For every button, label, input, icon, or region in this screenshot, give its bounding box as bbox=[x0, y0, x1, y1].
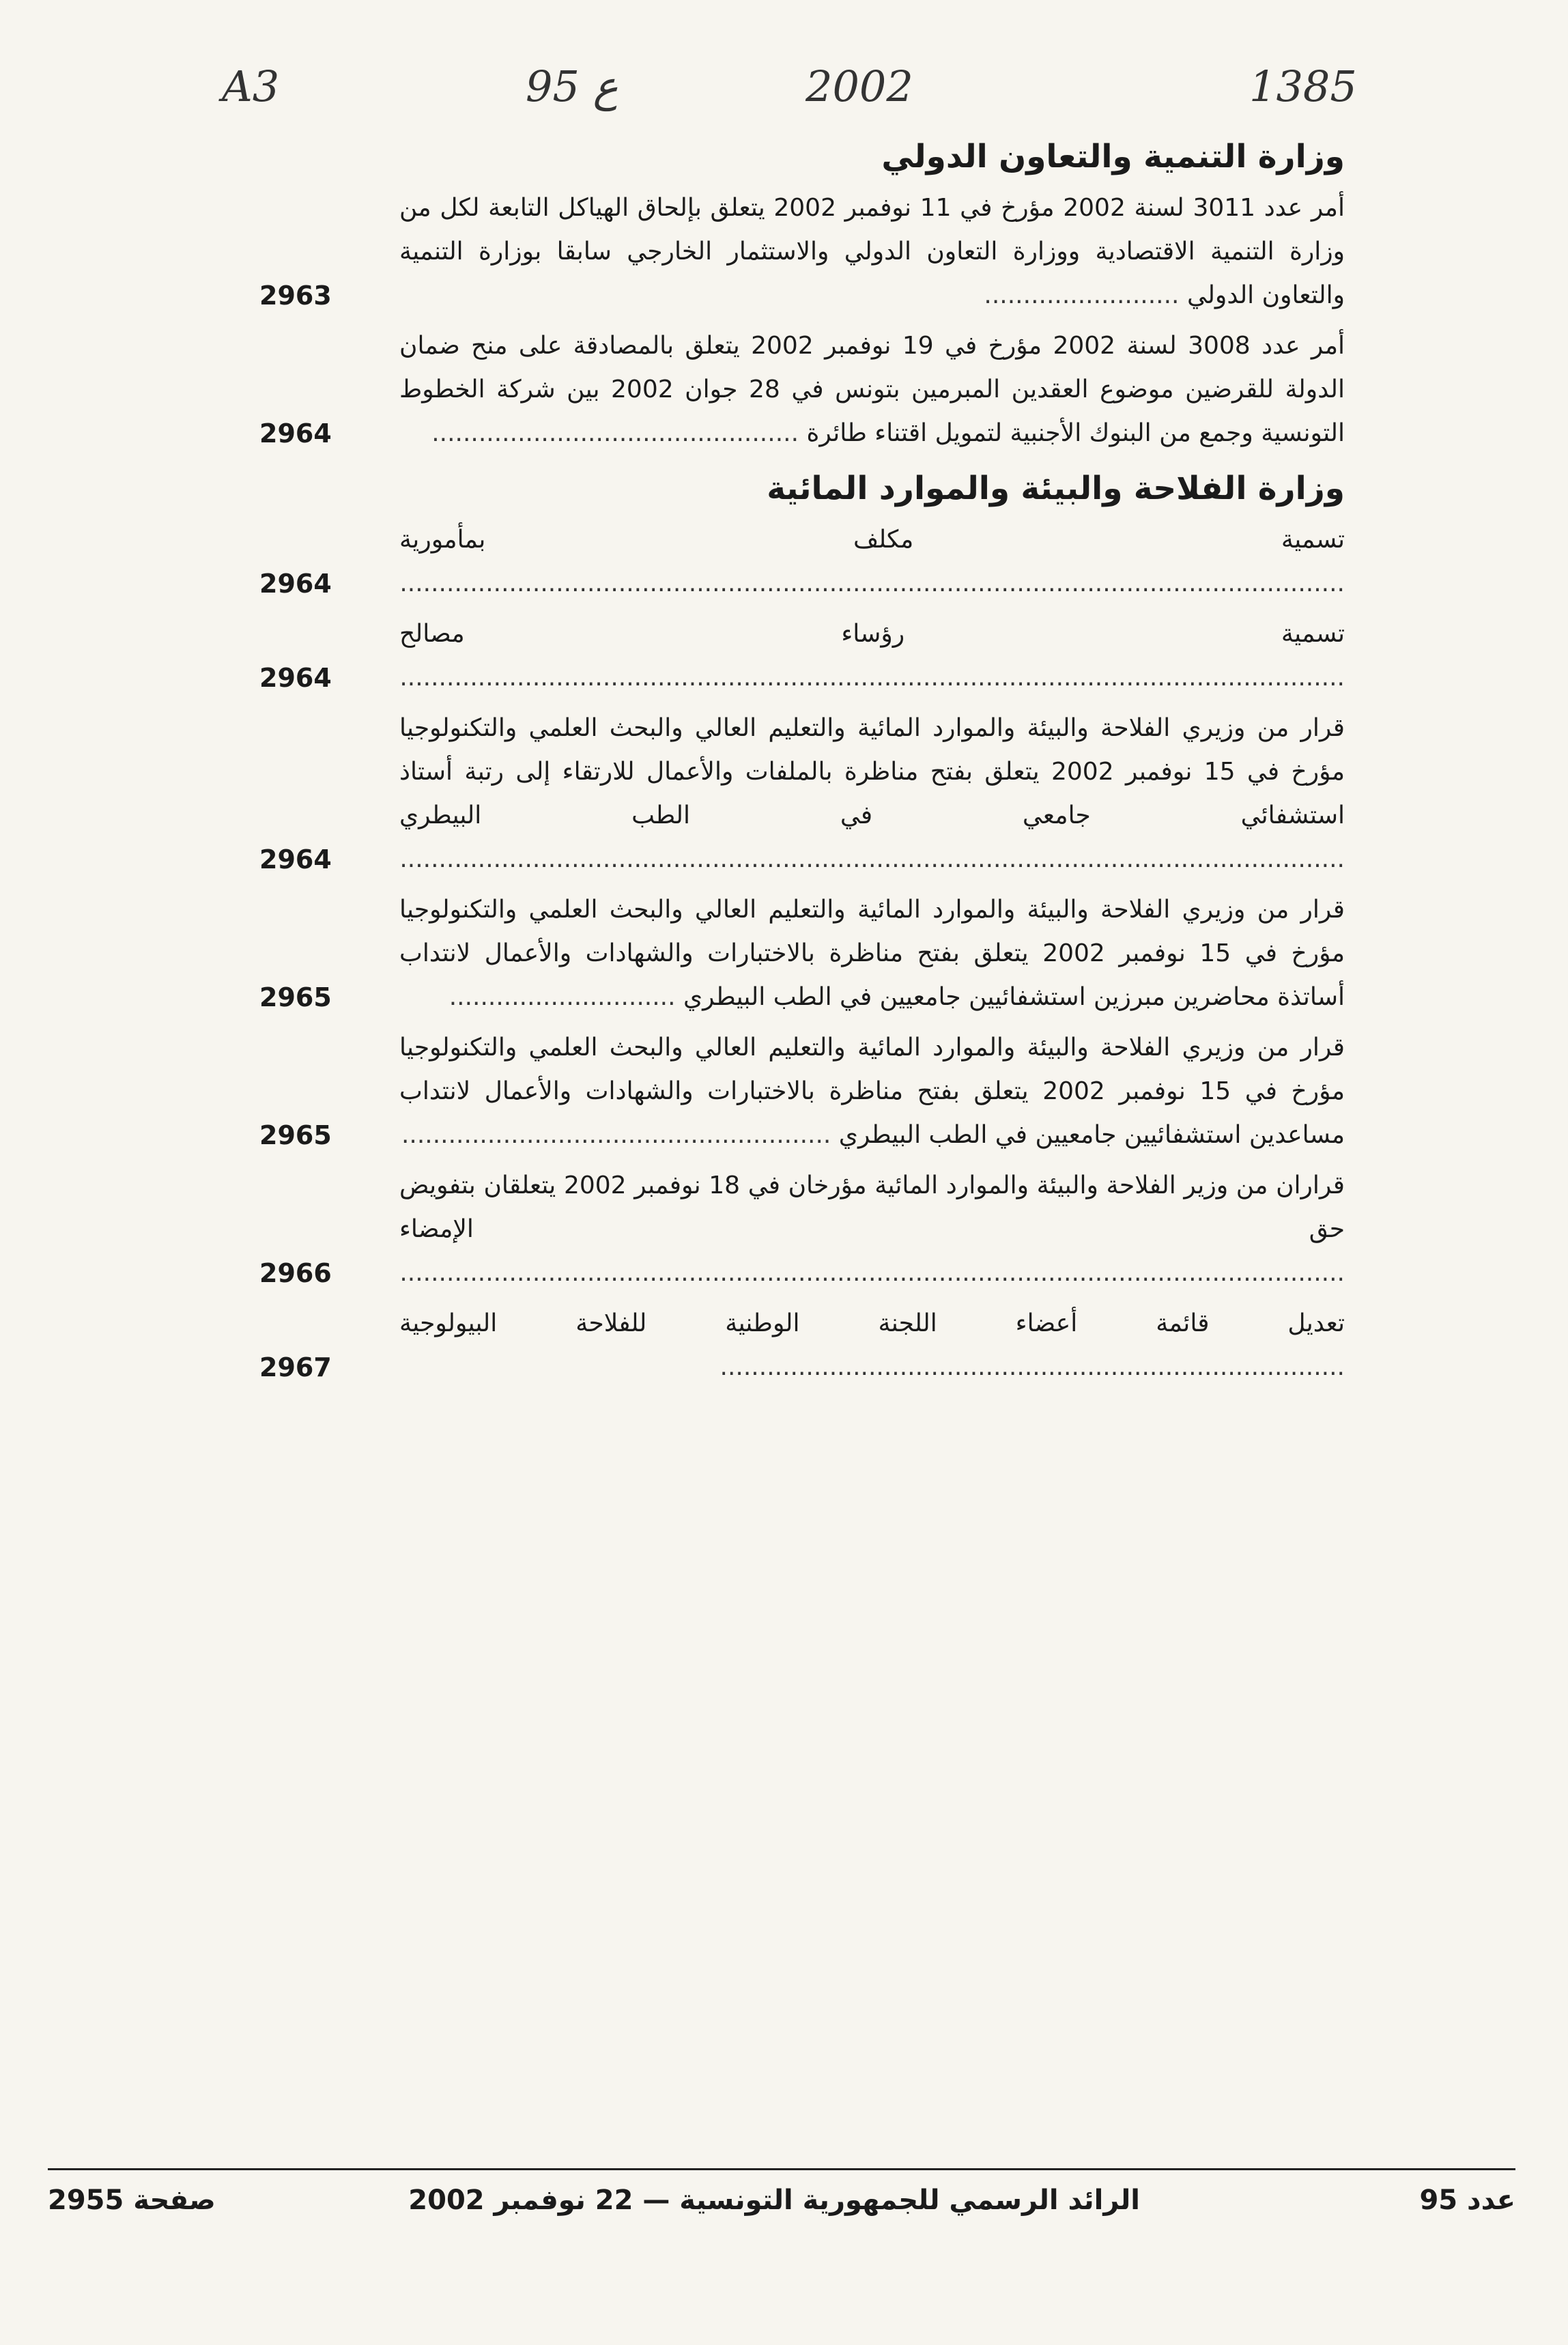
toc-entry: تسمية رؤساء مصالح ......................................................................................................................... 2964 bbox=[259, 612, 1345, 700]
toc-entry: قرار من وزيري الفلاحة والبيئة والموارد المائية والتعليم العالي والبحث العلمي والتكنولوجيا مؤرخ في 15 نوفمبر 2002 يتعلق بفتح مناظرة بالاختبارات والشهادات والأعمال لانتداب مساعدين استشفائيين جامعيين في الطب البيطري ....................................................... 2965 bbox=[259, 1026, 1345, 1157]
footer-issue-number: عدد 95 bbox=[1419, 2185, 1515, 2216]
toc-entry: أمر عدد 3011 لسنة 2002 مؤرخ في 11 نوفمبر 2002 يتعلق بإلحاق الهياكل التابعة لكل من وزارة التنمية الاقتصادية ووزارة التعاون الدولي والاستثمار الخارجي سابقا بوزارة التنمية والتعاون الدولي ......................... 2963 bbox=[259, 186, 1345, 317]
toc-entry-page: 2964 bbox=[259, 418, 332, 449]
toc-entry-page: 2964 bbox=[259, 844, 332, 875]
toc-entry-text: قرار من وزيري الفلاحة والبيئة والموارد المائية والتعليم العالي والبحث العلمي والتكنولوجيا مؤرخ في 15 نوفمبر 2002 يتعلق بفتح مناظرة بالاختبارات والشهادات والأعمال لانتداب مساعدين استشفائيين جامعيين في الطب البيطري bbox=[399, 1034, 1345, 1149]
toc-entry-text: أمر عدد 3008 لسنة 2002 مؤرخ في 19 نوفمبر 2002 يتعلق بالمصادقة على منح ضمان الدولة للقرضين موضوع العقدين المبرمين بتونس في 28 جوان 2002 بين شركة الخطوط التونسية وجمع من البنوك الأجنبية لتمويل اقتناء طائرة bbox=[399, 332, 1345, 447]
toc-entry: تعديل قائمة أعضاء اللجنة الوطنية للفلاحة البيولوجية ................................................................................ 2967 bbox=[259, 1302, 1345, 1389]
footer-page-number: صفحة 2955 bbox=[48, 2185, 216, 2216]
page-footer bbox=[48, 2185, 1515, 2226]
toc-entry-page: 2965 bbox=[259, 1120, 332, 1150]
section-title-development: وزارة التنمية والتعاون الدولي bbox=[881, 138, 1345, 175]
toc-entry-text: أمر عدد 3011 لسنة 2002 مؤرخ في 11 نوفمبر 2002 يتعلق بإلحاق الهياكل التابعة لكل من وزارة التنمية الاقتصادية ووزارة التعاون الدولي والاستثمار الخارجي سابقا بوزارة التنمية والتعاون الدولي bbox=[399, 194, 1345, 309]
toc-entry: تسمية مكلف بمأمورية ......................................................................................................................... 2964 bbox=[259, 518, 1345, 606]
toc-entry-page: 2966 bbox=[259, 1258, 332, 1288]
section-title-agriculture: وزارة الفلاحة والبيئة والموارد المائية bbox=[767, 470, 1345, 507]
toc-entry-text: قرار من وزيري الفلاحة والبيئة والموارد المائية والتعليم العالي والبحث العلمي والتكنولوجيا مؤرخ في 15 نوفمبر 2002 يتعلق بفتح مناظرة بالاختبارات والشهادات والأعمال لانتداب أساتذة محاضرين مبرزين استشفائيين جامعيين في الطب البيطري bbox=[399, 896, 1345, 1011]
footer-publication-title: الرائد الرسمي للجمهورية التونسية — 22 نوفمبر 2002 bbox=[408, 2185, 1140, 2216]
handwritten-note-a3: A3 bbox=[222, 61, 280, 111]
toc-entry: أمر عدد 3008 لسنة 2002 مؤرخ في 19 نوفمبر 2002 يتعلق بالمصادقة على منح ضمان الدولة للقرضين موضوع العقدين المبرمين بتونس في 28 جوان 2002 بين شركة الخطوط التونسية وجمع من البنوك الأجنبية لتمويل اقتناء طائرة ............................................... 2964 bbox=[259, 324, 1345, 455]
footer-divider bbox=[48, 2168, 1515, 2170]
toc-entry: قرار من وزيري الفلاحة والبيئة والموارد المائية والتعليم العالي والبحث العلمي والتكنولوجيا مؤرخ في 15 نوفمبر 2002 يتعلق بفتح مناظرة بالاختبارات والشهادات والأعمال لانتداب أساتذة محاضرين مبرزين استشفائيين جامعيين في الطب البيطري ............................. 2965 bbox=[259, 888, 1345, 1019]
toc-entry-page: 2964 bbox=[259, 569, 332, 599]
table-of-contents bbox=[259, 133, 1345, 1396]
toc-entry: قرار من وزيري الفلاحة والبيئة والموارد المائية والتعليم العالي والبحث العلمي والتكنولوجيا مؤرخ في 15 نوفمبر 2002 يتعلق بفتح مناظرة بالملفات والأعمال للارتقاء إلى رتبة أستاذ استشفائي جامعي في الطب البيطري ......................................................................................................................... 2964 bbox=[259, 707, 1345, 881]
toc-entry-text: تسمية رؤساء مصالح bbox=[399, 620, 1345, 648]
toc-entry: قراران من وزير الفلاحة والبيئة والموارد المائية مؤرخان في 18 نوفمبر 2002 يتعلقان بتفويض حق الإمضاء ......................................................................................................................... 2966 bbox=[259, 1164, 1345, 1295]
toc-entry-text: تعديل قائمة أعضاء اللجنة الوطنية للفلاحة البيولوجية bbox=[399, 1309, 1345, 1337]
toc-entry-text: قراران من وزير الفلاحة والبيئة والموارد المائية مؤرخان في 18 نوفمبر 2002 يتعلقان بتفويض حق الإمضاء bbox=[399, 1171, 1345, 1243]
toc-entry-page: 2967 bbox=[259, 1352, 332, 1382]
toc-entry-page: 2963 bbox=[259, 281, 332, 311]
toc-entry-text: قرار من وزيري الفلاحة والبيئة والموارد المائية والتعليم العالي والبحث العلمي والتكنولوجيا مؤرخ في 15 نوفمبر 2002 يتعلق بفتح مناظرة بالملفات والأعمال للارتقاء إلى رتبة أستاذ استشفائي جامعي في الطب البيطري bbox=[399, 714, 1345, 829]
toc-entry-page: 2964 bbox=[259, 663, 332, 693]
handwritten-note-year: 2002 bbox=[806, 61, 913, 111]
handwritten-note-issue: 95 ع bbox=[526, 61, 618, 111]
handwritten-note-ref: 1385 bbox=[1249, 61, 1357, 111]
toc-entry-page: 2965 bbox=[259, 982, 332, 1012]
toc-entry-text: تسمية مكلف بمأمورية bbox=[399, 526, 1345, 554]
